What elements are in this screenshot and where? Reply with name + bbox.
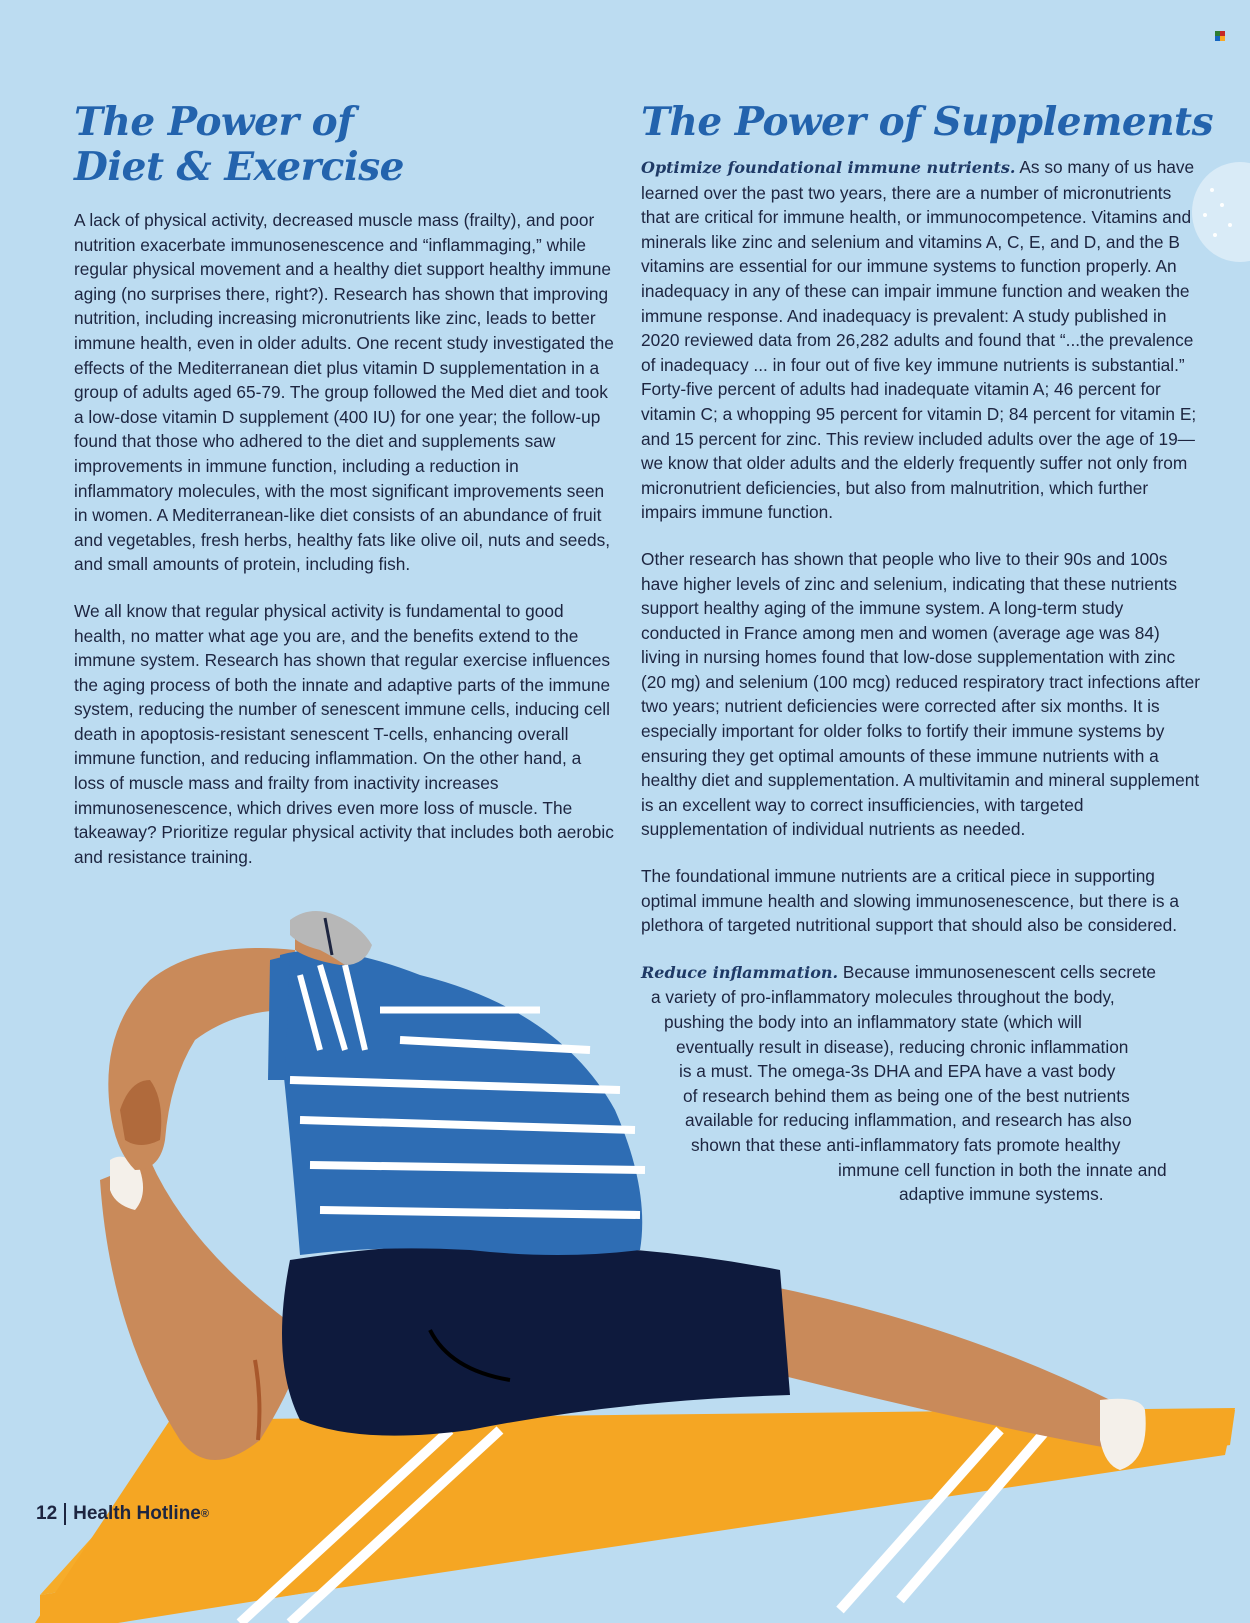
- footer-divider: [64, 1503, 66, 1525]
- striped-shirt: [268, 951, 645, 1256]
- immune-nutrients-paragraph: [641, 155, 1201, 525]
- supplements-heading: The Power of Supplements: [641, 99, 1214, 145]
- publication-name: Health Hotline: [73, 1503, 201, 1524]
- registered-mark: ®: [200, 1508, 209, 1520]
- supplements-section: [641, 99, 1214, 1229]
- inflammation-line-8: shown that these anti-inflammatory fats promote healthy: [691, 1134, 1121, 1155]
- inflammation-line-2: a variety of pro-inflammatory molecules throughout the body,: [651, 987, 1115, 1008]
- exercise-paragraph: We all know that regular physical activity is fundamental to good health, no matter what age you are, and the benefits extend to the immune system. Research has shown that regular exercise influences the aging process of both the innate and adaptive parts of the immune system, reducing the number of senescent immune cells, inducing cell death in apoptosis-resistant senescent T-cells, enhancing overall immune function, and reducing inflammation. On the other hand, a loss of muscle mass and frailty from inactivity increases immunosenescence, which drives even more loss of muscle. The takeaway? Prioritize regular physical activity that includes both aerobic and resistance training.: [74, 600, 614, 867]
- inflammation-line-5: is a must. The omega-3s DHA and EPA have a vast body: [679, 1061, 1116, 1082]
- foundational-paragraph: The foundational immune nutrients are a critical piece in supporting optimal immune health and slowing immunosenescence, but there is a plethora of targeted nutritional support that should also be considered.: [641, 866, 1179, 936]
- inflammation-block: [641, 960, 1201, 1207]
- arm: [108, 948, 295, 1170]
- corner-mark-icon: [1215, 31, 1225, 41]
- diet-exercise-section: [74, 100, 614, 891]
- inflammation-lead: Reduce inflammation.: [641, 962, 839, 982]
- heading-line-2: Diet & Exercise: [74, 144, 404, 190]
- inflammation-line-10: adaptive immune systems.: [899, 1184, 1104, 1205]
- inflammation-line-9: immune cell function in both the innate and: [838, 1159, 1167, 1180]
- heading-line-1: The Power of: [74, 99, 354, 145]
- inflammation-line-7: available for reducing inflammation, and research has also: [685, 1110, 1132, 1131]
- inflammation-line-1-text: Because immunosenescent cells secrete: [838, 961, 1157, 982]
- shorts: [282, 1244, 790, 1436]
- inflammation-line-3: pushing the body into an inflammatory state (which will: [664, 1012, 1082, 1032]
- diet-paragraph: A lack of physical activity, decreased muscle mass (frailty), and poor nutrition exacerbate immunosenescence and “inflammaging,” while regular physical movement and a healthy diet support healthy immune aging (no surprises there, right?). Research has shown that improving nutrition, including increasing micronutrients like zinc, leads to better immune health, even in older adults. One recent study investigated the effects of the Mediterranean diet plus vitamin D supplementation in a group of adults aged 65-79. The group followed the Med diet and took a low-dose vitamin D supplement (400 IU) for one year; the follow-up found that those who adhered to the diet and supplements saw improvements in immune function, including a reduction in inflammatory molecules, with the most significant improvements seen in women. A Mediterranean-like diet consists of an abundance of fruit and vegetables, fresh herbs, healthy fats like olive oil, nuts and seeds, and small amounts of protein, including fish.: [74, 210, 614, 575]
- page-footer: [36, 1503, 209, 1525]
- inflammation-line-1: [641, 960, 1201, 986]
- immune-nutrients-lead: Optimize foundational immune nutrients.: [641, 158, 1016, 177]
- bent-leg: [100, 1157, 302, 1460]
- inflammation-paragraph: [641, 960, 1201, 1207]
- zinc-selenium-paragraph: Other research has shown that people who live to their 90s and 100s have higher levels of zinc and selenium, indicating that these nutrients support healthy aging of the immune system. A long-term study conducted in France among men and women (average age was 84) living in nursing homes found that low-dose supplementation with zinc (20 mg) and selenium (100 mcg) reduced respiratory tract infections after two years; nutrient deficiencies were corrected after six months. It is especially important for older folks to fortify their immune systems by ensuring they get optimal amounts of these immune nutrients with a healthy diet and supplementation. A multivitamin and mineral supplement is an excellent way to correct insufficiencies, with targeted supplementation of individual nutrients as needed.: [641, 548, 1201, 840]
- inflammation-line-6: of research behind them as being one of the best nutrients: [683, 1085, 1130, 1106]
- inflammation-line-4: eventually result in disease), reducing chronic inflammation: [676, 1036, 1129, 1057]
- page-number: 12: [36, 1503, 58, 1524]
- immune-nutrients-body: As so many of us have learned over the past two years, there are a number of micronutrients that are critical for immune health, or immunocompetence. Vitamins and minerals like zinc and selenium and vitamins A, C, E, and D, and the B vitamins are essential for our immune systems to function properly. An inadequacy in any of these can impair immune function and weaken the immune response. And inadequacy is prevalent: A study published in 2020 reviewed data from 26,282 adults and found that “...the prevalence of inadequacy ... in four out of five key immune nutrients is substantial.” Forty-five percent of adults had inadequate vitamin A; 46 percent for vitamin C; a whopping 95 percent for vitamin D; 84 percent for vitamin E; and 15 percent for zinc. This review included adults over the age of 19—we know that older adults and the elderly frequently suffer not only from micronutrient deficiencies, but also from malnutrition, which further impairs immune function.: [641, 157, 1197, 523]
- diet-exercise-heading: [74, 100, 614, 190]
